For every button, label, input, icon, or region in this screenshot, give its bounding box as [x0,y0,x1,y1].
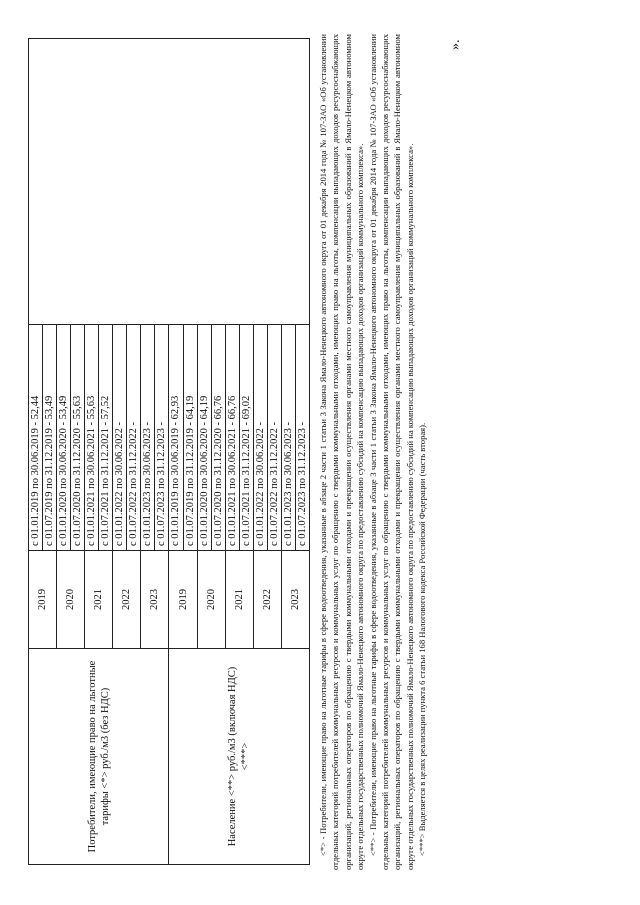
footnote-2: <**> - Потребители, имеющие право на льготные тарифы в сфере водоотведения, указанные в абзаце 3 части 1 статьи 3 Закона Ямало-Ненецкого автономного округа от 01 декабря 2014 года № 107-ЗАО «Об установлении отдельных категорий потребителей коммунальных ресурсов и коммунальных услуг по обращению с твердыми коммунальными отходами, имеющих право на льготы, компенсации выпадающих доходов ресурсоснабжающих организаций, региональных операторов по обращению с твердыми коммунальными отходами и прекращении осуществления органами местного самоуправления муниципальных образований в Ямало-Ненецком автономном округе отдельных государственных полномочий Ямало-Ненецкого автономного округа по предоставлению субсидий на компенсацию выпадающих доходов организаций коммунального комплекса». [367,34,415,870]
rate-cell: с 01.01.2022 по 30.06.2022 - [253,325,267,551]
rate-cell: с 01.07.2019 по 31.12.2019 - 53,49 [43,325,57,551]
year-cell: 2022 [253,551,281,649]
rate-cell: с 01.01.2023 по 30.06.2023 - [281,325,295,551]
consumer-cell-population: Население <**> руб./м3 (включая НДС) <***> [169,649,310,865]
footnote-1: <*> - Потребители, имеющие право на льготные тарифы в сфере водоотведения, указанные в абзаце 2 части 1 статьи 3 Закона Ямало-Ненецкого автономного округа от 01 декабря 2014 года № 107-ЗАО «Об установлении отдельных категорий потребителей коммунальных ресурсов и коммунальных услуг по обращению с твердыми коммунальными отходами, имеющих право на льготы, компенсации выпадающих доходов ресурсоснабжающих организаций, региональных операторов по обращению с твердыми коммунальными отходами и прекращении осуществления органами местного самоуправления муниципальных образований в Ямало-Ненецком автономном округе отдельных государственных полномочий Ямало-Ненецкого автономного округа по предоставлению субсидий на компенсацию выпадающих доходов организаций коммунального комплекса». [318,34,366,870]
rate-cell: с 01.01.2019 по 30.06.2019 - 52,44 [29,325,43,551]
year-cell: 2021 [85,551,113,649]
rate-cell: с 01.01.2023 по 30.06.2023 - [141,325,155,551]
rate-cell: с 01.07.2021 по 31.12.2021 - 69,02 [239,325,253,551]
rate-cell: с 01.07.2019 по 31.12.2019 - 64,19 [183,325,197,551]
rate-cell: с 01.01.2020 по 30.06.2020 - 53,49 [57,325,71,551]
year-cell: 2020 [197,551,225,649]
year-cell: 2020 [57,551,85,649]
footnote-3: <***> Выделяется в целях реализации пункта 6 статьи 168 Налогового кодекса Российской Федерации (часть вторая). [417,422,428,856]
rate-cell: с 01.07.2020 по 31.12.2020 - 66,76 [211,325,225,551]
rate-cell: с 01.07.2022 по 31.12.2022 - [267,325,281,551]
closing-quote-mark: ». [448,39,463,50]
year-cell: 2022 [113,551,141,649]
rate-cell: с 01.01.2020 по 30.06.2020 - 64,19 [197,325,211,551]
table-row [29,39,43,865]
rate-cell: с 01.07.2023 по 31.12.2023 - [155,325,169,551]
rotated-sheet [28,26,508,878]
rate-cell: с 01.07.2022 по 31.12.2022 - [127,325,141,551]
footnotes [317,34,429,870]
tariff-table [28,38,310,865]
empty-column-cell [29,39,310,325]
rate-cell: с 01.01.2021 по 30.06.2021 - 66,76 [225,325,239,551]
consumer-cell-preferential: Потребители, имеющие право на льготные тарифы <*> руб./м3 (без НДС) [29,649,169,865]
rate-cell: с 01.01.2021 по 30.06.2021 - 55,63 [85,325,99,551]
year-cell: 2021 [225,551,253,649]
rate-cell: с 01.07.2020 по 31.12.2020 - 55,63 [71,325,85,551]
year-cell: 2019 [169,551,197,649]
year-cell: 2019 [29,551,57,649]
rate-cell: с 01.07.2021 по 31.12.2021 - 57,52 [99,325,113,551]
rate-cell: с 01.07.2023 по 31.12.2023 - [295,325,309,551]
year-cell: 2023 [281,551,309,649]
rate-cell: с 01.01.2022 по 30.06.2022 - [113,325,127,551]
year-cell: 2023 [141,551,169,649]
rate-cell: с 01.01.2019 по 30.06.2019 - 62,93 [169,325,183,551]
